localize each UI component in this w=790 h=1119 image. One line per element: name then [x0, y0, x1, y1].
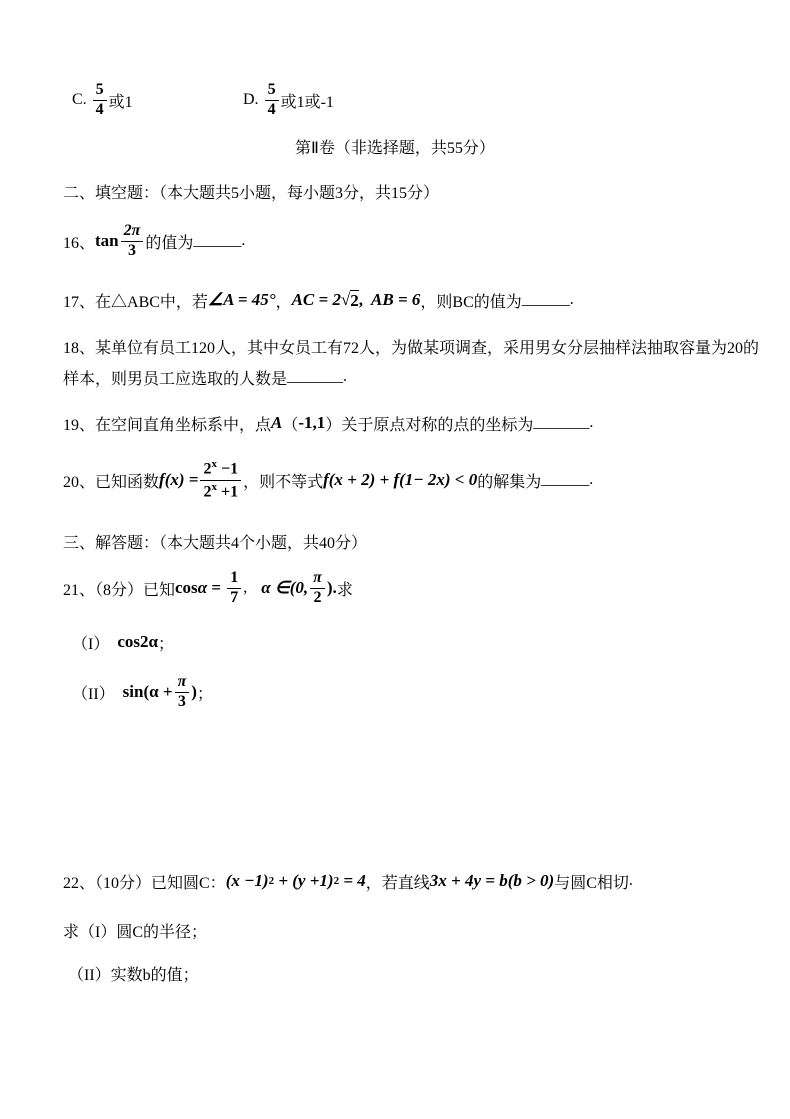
q21-p1-label: （I）: [72, 635, 110, 653]
q21-p1-math: cos2α: [117, 632, 158, 651]
q22-period: .: [628, 872, 633, 889]
q21-p2-end: ；: [196, 685, 213, 703]
q22-circle-eq-1: (x −1): [225, 871, 269, 890]
question-19: [63, 412, 593, 434]
solve-section-text: 三、解答题：（本大题共4个小题，共40分）: [63, 534, 368, 552]
q21-p1-end: ；: [158, 635, 175, 653]
q17-text-1: 在△ABC中，若: [95, 293, 208, 311]
part2-title-text: 第Ⅱ卷（非选择题，共55分）: [295, 139, 495, 157]
question-18-line-1: [63, 335, 759, 357]
q17-math-angle: ∠A = 45°: [207, 290, 276, 309]
q19-paren-open: （: [282, 416, 299, 434]
q16-tan: tan: [95, 231, 119, 250]
q20-text-1: 已知函数: [95, 473, 160, 491]
q21-alpha: α: [197, 578, 208, 597]
q22-text-2: 与圆C相切: [554, 874, 629, 892]
q19-blank: _______: [533, 414, 590, 431]
q16-blank: ______: [193, 232, 242, 249]
q20-text-2: 则不等式: [259, 473, 324, 491]
q21-p2-fraction: $\frac{\pi}{3}$: [175, 674, 190, 711]
q20-fx-equals: f(x) =: [159, 470, 199, 489]
q21-number: 21、（8分）已知: [63, 581, 176, 599]
q22-exp-2: 2: [333, 875, 340, 887]
option-c-text: 或1: [108, 93, 133, 111]
q18-period: .: [343, 368, 348, 385]
q17-sep-2: ,: [358, 290, 364, 309]
q17-math-ac: AC = 2: [291, 290, 341, 309]
option-c: [72, 80, 133, 120]
q22-circle-eq-2: + (y +1): [274, 871, 334, 890]
option-d: [243, 80, 334, 120]
question-21: [63, 562, 353, 614]
q17-number: 17、: [63, 293, 96, 311]
question-20: [63, 452, 593, 508]
q16-period: .: [241, 232, 246, 249]
q18-blank: _______: [287, 368, 344, 385]
option-d-text: 或1或-1: [280, 93, 334, 111]
q20-period: .: [589, 471, 594, 488]
q22-line-eq: 3x + 4y = b(b > 0): [429, 871, 555, 890]
fill-in-section-heading: [63, 180, 439, 202]
q18-number: 18、: [63, 339, 96, 357]
q20-sep: ，: [243, 473, 260, 491]
option-c-label: C.: [72, 91, 91, 108]
q19-text-1: 在空间直角坐标系中，点: [95, 416, 272, 434]
q20-inequality: f(x + 2) + f(1− 2x) < 0: [323, 470, 478, 489]
question-18-line-2: [63, 366, 347, 388]
q19-point-name: A: [271, 413, 283, 432]
q22-p1-text: 求（I）圆C的半径；: [63, 923, 208, 941]
question-22-part-1: [63, 919, 207, 941]
q21-domain-pre: α ∈(0,: [261, 578, 309, 597]
question-22-part-2: [68, 962, 199, 984]
q17-sqrt-sign: √: [340, 290, 351, 309]
q17-sep-1: ，: [275, 293, 292, 311]
q16-text: 的值为: [145, 234, 194, 252]
q20-frac-den-rest: +1: [216, 482, 239, 500]
q20-number: 20、: [63, 473, 96, 491]
q19-coords: -1,1: [298, 413, 326, 432]
q21-domain-post: ).: [326, 578, 337, 597]
option-c-fraction: $\frac{5}{4}$: [93, 82, 107, 119]
q21-p2-label: （II）: [72, 685, 115, 703]
question-21-part-1: [72, 631, 174, 653]
q19-text-2: ）关于原点对称的点的坐标为: [325, 416, 534, 434]
q19-number: 19、: [63, 416, 96, 434]
q22-exp-1: 2: [268, 875, 275, 887]
question-21-part-2: [72, 669, 213, 715]
fill-in-section-text: 二、填空题：（本大题共5小题，每小题3分，共15分）: [63, 184, 440, 202]
q21-p2-math-pre: sin(α +: [122, 682, 173, 701]
q16-fraction: $\frac{2\pi}{3}$: [121, 223, 144, 260]
q17-math-ab: AB = 6: [371, 290, 421, 309]
q22-sep: ，: [365, 874, 382, 892]
q21-qiu: 求: [336, 581, 353, 599]
question-22: [63, 866, 633, 896]
q17-blank: ______: [521, 291, 570, 308]
q20-frac-num-base: 2: [203, 460, 212, 478]
q21-cos: cos: [175, 578, 198, 597]
q20-text-3: 的解集为: [477, 473, 542, 491]
q20-frac-den-exp: x: [211, 480, 217, 493]
q17-text-2: ，则BC的值为: [420, 293, 522, 311]
q17-period: .: [569, 291, 574, 308]
q18-text-1: 某单位有员工120人，其中女员工有72人，为做某项调查，采用男女分层抽样法抽取容量为20的: [95, 339, 760, 357]
option-d-fraction: $\frac{5}{4}$: [265, 82, 279, 119]
q17-sqrt-arg: 2: [350, 290, 359, 310]
q22-p2-text: （II）实数b的值；: [68, 966, 199, 984]
question-17: [63, 283, 574, 317]
option-d-label: D.: [243, 91, 263, 108]
q21-fraction-1: $\frac{1}{7}$: [227, 570, 241, 607]
q16-number: 16、: [63, 234, 96, 252]
q21-sep: ,: [243, 579, 248, 596]
q20-frac-num-rest: −1: [216, 460, 239, 478]
q20-blank: ______: [541, 471, 590, 488]
q20-fraction: [200, 459, 241, 500]
question-16: [63, 219, 245, 263]
q20-frac-den-base: 2: [203, 482, 212, 500]
q21-fraction-2: $\frac{\pi}{2}$: [310, 570, 325, 607]
q22-text-1: 若直线: [381, 874, 430, 892]
q18-text-2: 样本，则男员工应选取的人数是: [63, 370, 288, 388]
q20-frac-num-exp: x: [211, 458, 217, 471]
q21-equals: =: [207, 578, 226, 597]
q21-p2-math-post: ): [191, 682, 197, 701]
solve-section-heading: [63, 530, 367, 552]
q22-number: 22、（10分）已知圆C：: [63, 874, 226, 892]
q19-period: .: [589, 414, 594, 431]
part2-title: [0, 135, 790, 157]
q22-circle-eq-3: = 4: [339, 871, 366, 890]
